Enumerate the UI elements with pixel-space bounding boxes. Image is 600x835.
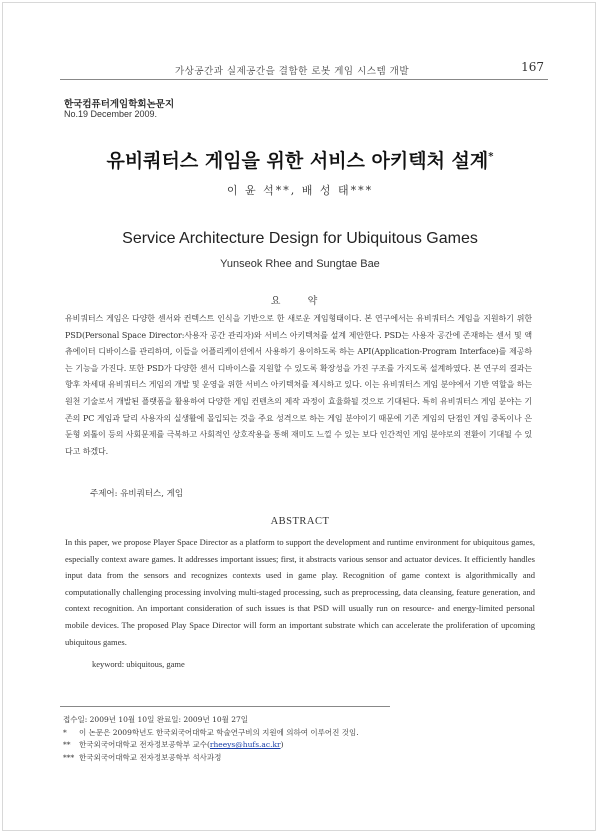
footnote-received-dates: 접수일: 2009년 10월 10일 완료일: 2009년 10월 27일 (63, 715, 249, 724)
authors-english: Yunseok Rhee and Sungtae Bae (220, 258, 380, 270)
authors-korean: 이 윤 석**, 배 성 태*** (226, 184, 374, 197)
title-ko-text: 유비쿼터스 게임을 위한 서비스 아키텍처 설계 (106, 150, 489, 172)
abstract-english-heading: ABSTRACT (270, 516, 330, 527)
footnote-2-text: 한국외국어대학교 전자정보공학부 교수 (79, 740, 207, 750)
footnote-2: ** 한국외국어대학교 전자정보공학부 교수(rheeys@hufs.ac.kr) (63, 739, 359, 752)
footnotes (63, 714, 359, 764)
footnote-rule (60, 706, 390, 707)
footnote-2-mark: ** (63, 740, 71, 750)
abstract-english-body: In this paper, we propose Player Space Director as a platform to support the development and runtime environment for ubiquitous games, especially context aware games. It addresses important issues; first, it abstracts various sensor and actuator devices. It efficiently handles input data from the sensors and recognizes contexts used in game play. Recognition of game context is algorithmically and computationally challenging processing involving multi-staged processing, such as preprocessing, data cleansing, feature generation, and context recognition. An important consideration of such issues is that PSD will usually run on resource- and energy-limited personal mobile devices. The proposed Play Space Director will form an important substrate which can accelerate the proliferation of upcoming ubiquitous games. (65, 537, 535, 647)
footnote-1-mark: * (63, 727, 67, 737)
footnote-1-text: 이 논문은 2009학년도 한국외국어대학교 학술연구비의 지원에 의하여 이루어진 것임. (79, 727, 359, 737)
page-number: 167 (521, 60, 544, 74)
footnote-3-mark: *** (63, 752, 75, 762)
running-header: 가상공간과 실제공간을 결합한 로봇 게임 시스템 개발 (175, 66, 410, 77)
abstract-korean-body: 유비쿼터스 게임은 다양한 센서와 컨텍스트 인식을 기반으로 한 새로운 게임형태이다. 본 연구에서는 유비쿼터스 게임을 지원하기 위한 PSD(Personal Space Director:사용자 공간 관리자)와 서비스 아키텍처를 설계 제안한다. PSD는 사용자 공간에 존재하는 센서 및 액츄에이터 디바이스를 관리하며, 이들을 어플리케이션에서 사용하기 용이하도록 하는 API(Application-Program Interface)를 제공하는 기능을 가진다. 또한 PSD가 다양한 센서 디바이스를 지원할 수 있도록 확장성을 가진 구조를 가지도록 설계하였다. 본 연구의 결과는 향후 차세대 유비쿼터스 게임의 개발 및 운영을 위한 서비스 아키텍처를 제시하고 있다. 이는 유비쿼터스 게임 분야에서 기반 역할을 하는 원천 기술로서 개발된 플랫폼을 활용하여 다양한 게임 컨텐츠의 제작 과정이 효율화될 것으로 기대된다. 특히 유비쿼터스 게임 분야는 기존의 PC 게임과 달리 사용자의 실생활에 몰입되는 것을 주요 성격으로 하는 게임 분야이기 때문에 기존 게임의 단점인 게임 중독이나 은둔형 외톨이 등의 사회문제를 극복하고 사회적인 상호작용을 통해 재미도 느낄 수 있는 보다 인간적인 게임 분야로의 전환이 기대될 수 있다고 하겠다. (65, 314, 532, 456)
author-email-link[interactable]: rheeys@hufs.ac.kr (209, 740, 281, 750)
keywords-english: keyword: ubiquitous, game (92, 659, 185, 669)
paper-title-korean (0, 146, 600, 173)
journal-name: 한국컴퓨터게임학회논문지 (64, 99, 175, 110)
paper-title-english: Service Architecture Design for Ubiquitous Games (122, 230, 478, 247)
header-rule (60, 79, 548, 80)
footnote-3-text: 한국외국어대학교 전자정보공학부 석사과정 (79, 752, 222, 762)
footnote-3 (63, 752, 359, 765)
journal-issue: No.19 December 2009. (64, 109, 158, 119)
abstract-korean-heading: 요 약 (270, 296, 330, 307)
title-footnote-mark: * (488, 151, 494, 163)
footnote-1 (63, 727, 359, 740)
keywords-korean: 주제어: 유비쿼터스, 게임 (90, 489, 184, 499)
